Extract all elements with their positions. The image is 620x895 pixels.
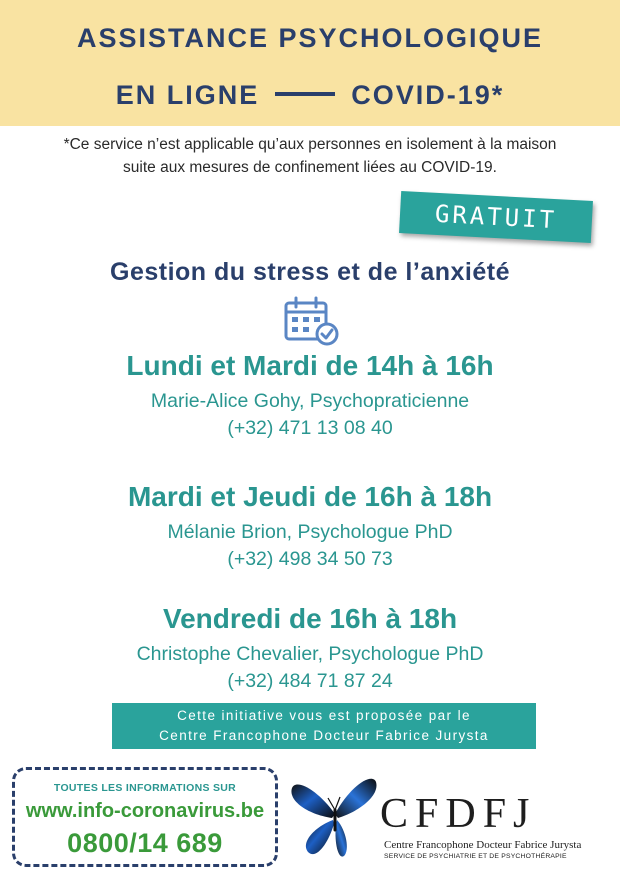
free-badge: GRATUIT — [399, 191, 593, 243]
header-line2-right: COVID-19* — [351, 80, 505, 110]
slot-1-phone[interactable]: (+32) 471 13 08 40 — [227, 417, 393, 439]
slot-1-person: Marie-Alice Gohy, Psychopraticienne — [150, 390, 470, 412]
initiative-line1: Cette initiative vous est proposée par le — [177, 708, 471, 723]
disclaimer-line2: suite aux mesures de confinement liées au COVID-19. — [123, 159, 497, 176]
info-phone[interactable]: 0800/14 689 — [67, 828, 223, 858]
header-dash — [275, 92, 335, 96]
info-url-link[interactable]: www.info-coronavirus.be — [25, 800, 265, 822]
initiative-banner — [112, 703, 536, 749]
initiative-line2: Centre Francophone Docteur Fabrice Jurysta — [159, 728, 489, 743]
slot-2-person: Mélanie Brion, Psychologue PhD — [167, 521, 453, 543]
info-box — [12, 767, 278, 867]
butterfly-logo-icon — [288, 770, 382, 862]
slot-3-title: Vendredi de 16h à 18h — [162, 603, 458, 634]
header-title-line2 — [0, 80, 620, 111]
slot-2-phone[interactable]: (+32) 498 34 50 73 — [227, 548, 393, 570]
slot-1-title: Lundi et Mardi de 14h à 16h — [126, 350, 494, 381]
header-title-line1: ASSISTANCE PSYCHOLOGIQUE — [76, 23, 544, 53]
header-line2-left: EN LIGNE — [115, 80, 260, 110]
logo-letters: CFDFJ — [380, 791, 537, 837]
disclaimer-line1: *Ce service n’est applicable qu’aux personnes en isolement à la maison — [63, 136, 557, 153]
slot-3-phone[interactable]: (+32) 484 71 87 24 — [227, 670, 393, 692]
topic-title: Gestion du stress et de l’anxiété — [110, 258, 510, 286]
info-heading: TOUTES LES INFORMATIONS SUR — [53, 782, 237, 794]
logo-subtitle: SERVICE DE PSYCHIATRIE ET DE PSYCHOTHÉRAPIE — [384, 853, 567, 860]
slot-2-title: Mardi et Jeudi de 16h à 18h — [127, 481, 493, 512]
slot-3-person: Christophe Chevalier, Psychologue PhD — [136, 643, 484, 665]
calendar-check-icon — [283, 296, 339, 346]
logo-name: Centre Francophone Docteur Fabrice Jurysta — [384, 839, 582, 851]
